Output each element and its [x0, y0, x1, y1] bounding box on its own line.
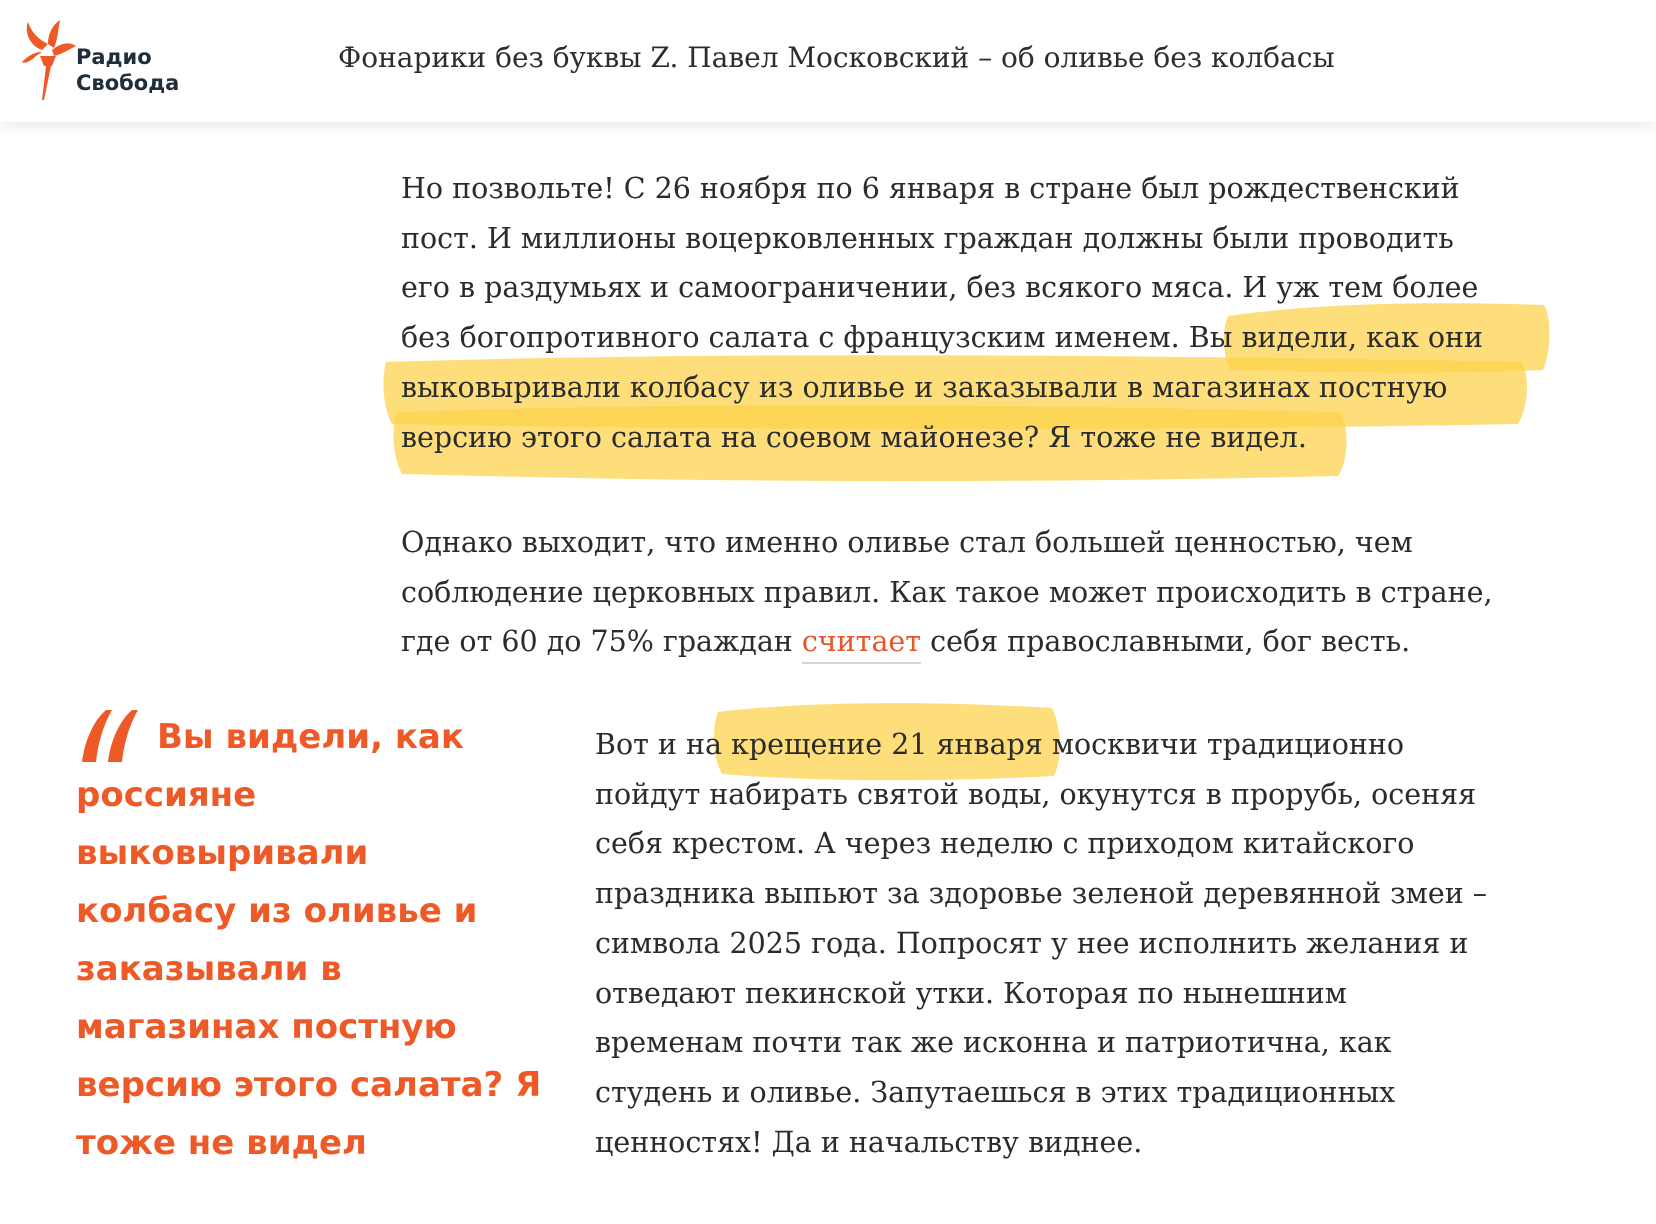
paragraph-line: его в раздумьях и самоограничении, без всякого мяса. И уж тем более — [401, 271, 1479, 305]
site-header — [0, 0, 1656, 122]
paragraph-line: выковыривали колбасу из оливье и заказывали в магазинах постную — [401, 370, 1448, 404]
quote-line: заказывали в — [76, 949, 342, 989]
source-link[interactable]: считает — [802, 625, 921, 664]
article-paragraph-2 — [401, 518, 1601, 667]
quote-line: выковыривали — [76, 833, 369, 873]
paragraph-line: Однако выходит, что именно оливье стал большей ценностью, чем — [401, 526, 1413, 559]
quote-line: версию этого салата? Я — [76, 1065, 542, 1105]
logo-line-1: Радио — [76, 45, 152, 69]
paragraph-line — [401, 617, 1601, 667]
article-paragraph-3 — [595, 720, 1595, 1167]
paragraph-line: Но позвольте! С 26 ноября по 6 января в стране был рождественский — [401, 172, 1460, 205]
paragraph-line: пост. И миллионы воцерковленных граждан должны были проводить — [401, 221, 1454, 255]
paragraph-line: пойдут набирать святой воды, окунутся в прорубь, осеняя — [595, 777, 1477, 811]
paragraph-line: праздника выпьют за здоровье зеленой деревянной змеи – — [595, 877, 1488, 911]
quote-line: колбасу из оливье и — [76, 891, 478, 931]
torch-flame-icon — [22, 20, 76, 104]
paragraph-line: ценностях! Да и начальству виднее. — [595, 1125, 1143, 1159]
logo-wordmark — [76, 44, 179, 96]
quote-line: магазинах постную — [76, 1007, 457, 1047]
quote-line: россияне — [76, 775, 257, 815]
paragraph-line: отведают пекинской утки. Которая по нынешним — [595, 976, 1347, 1010]
paragraph-text: себя православными, бог весть. — [921, 625, 1411, 659]
radio-svoboda-logo[interactable] — [22, 20, 202, 104]
quote-line: тоже не видел — [76, 1123, 367, 1163]
article-title: Фонарики без буквы Z. Павел Московский – об оливье без колбасы — [338, 41, 1335, 74]
article-paragraph-1 — [401, 164, 1601, 462]
paragraph-line: символа 2025 года. Попросят у нее исполнить желания и — [595, 926, 1469, 960]
paragraph-line: версию этого салата на соевом майонезе? Я тоже не видел. — [401, 420, 1307, 454]
paragraph-text: где от 60 до 75% граждан — [401, 625, 802, 659]
paragraph-line: студень и оливье. Запутаешься в этих традиционных — [595, 1075, 1396, 1109]
paragraph-line: Вот и на крещение 21 января москвичи традиционно — [595, 728, 1405, 761]
logo-line-2: Свобода — [76, 71, 180, 95]
paragraph-line: временам почти так же исконна и патриотична, как — [595, 1026, 1392, 1060]
paragraph-line: без богопротивного салата с французским именем. Вы видели, как они — [401, 321, 1483, 355]
quote-line: Вы видели, как — [157, 717, 464, 757]
pull-quote-text — [76, 708, 541, 1172]
paragraph-line: себя крестом. А через неделю с приходом китайского — [595, 827, 1415, 861]
paragraph-line: соблюдение церковных правил. Как такое может происходить в стране, — [401, 575, 1493, 609]
